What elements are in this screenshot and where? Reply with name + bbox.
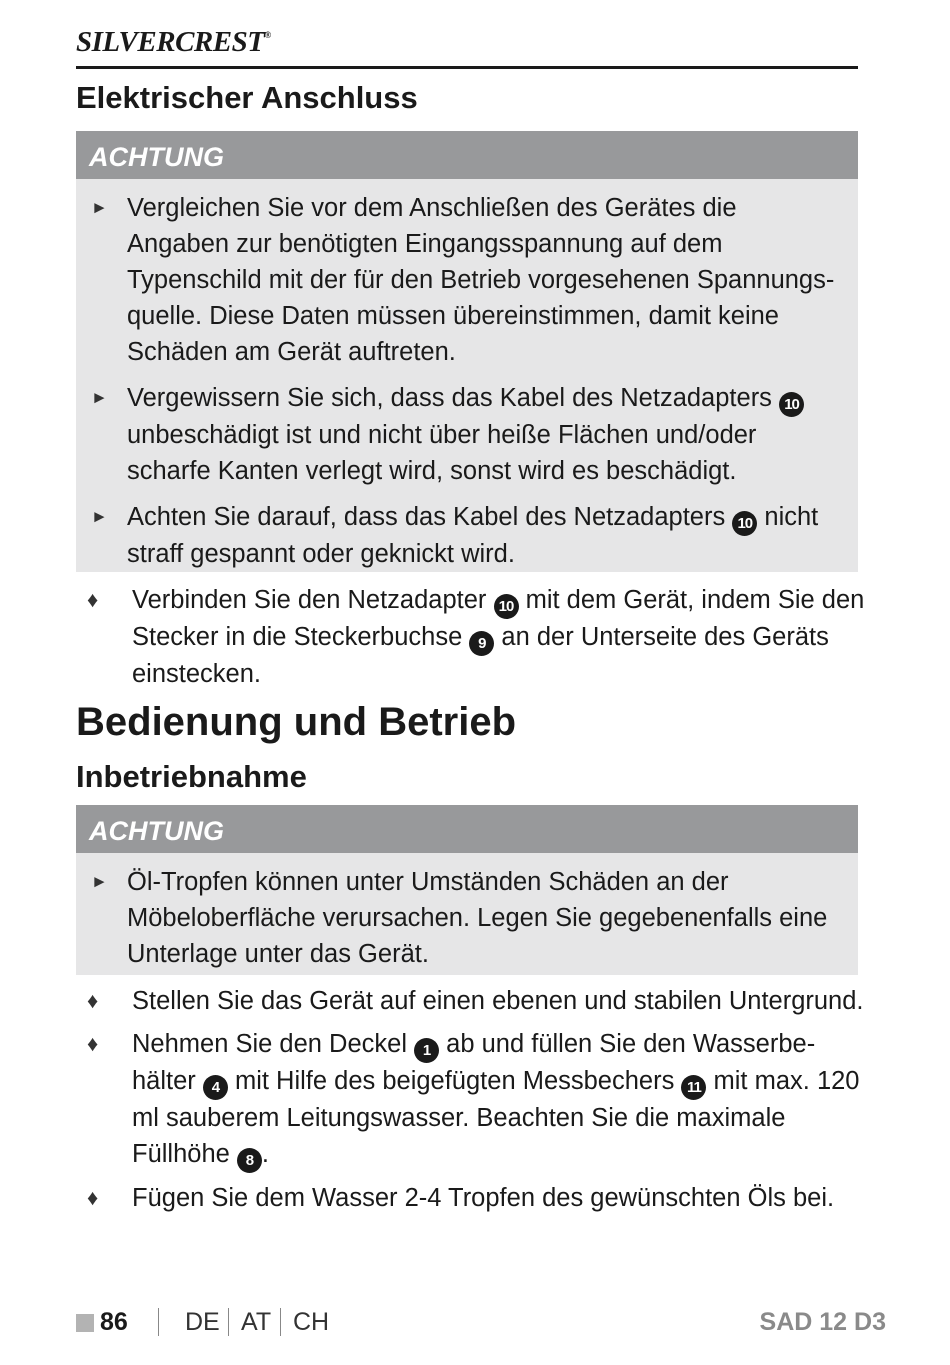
warning-item: ► Vergleichen Sie vor dem Anschließen des Gerätes die Angaben zur benötigten Eingangsspannung auf dem Typenschild mit der für den Betrieb vorgesehenen Spannungs-quelle. Diese Daten müssen übereinstimmen, damit keine Schäden am Gerät auftreten. [76,190,858,370]
arrow-icon: ► [91,388,108,407]
footer-divider [228,1308,229,1336]
arrow-icon: ► [91,872,108,891]
page-marker-icon [76,1314,94,1332]
part-number-badge: 4 [203,1075,228,1100]
diamond-bullet-icon: ♦ [87,988,99,1013]
arrow-icon: ► [91,507,108,526]
model-number: SAD 12 D3 [759,1308,886,1336]
diamond-bullet-icon: ♦ [87,1031,99,1056]
diamond-bullet-icon: ♦ [87,1185,99,1210]
warning-box-inbetriebnahme [76,805,858,975]
diamond-bullet-icon: ♦ [87,587,99,612]
warning-item: ► Achten Sie darauf, dass das Kabel des Netzadapters 10 nicht straff gespannt oder geknickt wird. [76,499,858,572]
section-title-inbetriebnahme: Inbetriebnahme [76,759,307,794]
warning-label: ACHTUNG [76,805,858,853]
part-number-badge: 9 [469,631,494,656]
lang-de: DE [185,1308,220,1336]
brand-logo: SILVERCREST® [76,26,271,58]
part-number-badge: 8 [237,1148,262,1173]
warning-item: ► Vergewissern Sie sich, dass das Kabel des Netzadapters 10 unbeschädigt ist und nicht über heiße Flächen und/oder scharfe Kanten verlegt wird, sonst wird es beschädigt. [76,380,858,489]
footer-divider [280,1308,281,1336]
step-list-inbetriebnahme [76,983,866,1216]
part-number-badge: 10 [732,511,757,536]
step-item: ♦ Verbinden Sie den Netzadapter 10 mit dem Gerät, indem Sie den Stecker in die Steckerbuchse 9 an der Unterseite des Geräts einstecken. [76,582,866,692]
chapter-title-bedienung: Bedienung und Betrieb [76,700,516,744]
part-number-badge: 11 [681,1075,706,1100]
warning-label: ACHTUNG [76,131,858,179]
header-rule [76,66,858,69]
lang-at: AT [241,1308,272,1336]
page-number: 86 [100,1308,128,1336]
section-title-elektrisch: Elektrischer Anschluss [76,80,418,115]
footer-divider [158,1308,159,1336]
lang-ch: CH [293,1308,330,1336]
step-item: ♦ Fügen Sie dem Wasser 2-4 Tropfen des gewünschten Öls bei. [76,1180,866,1216]
step-item: ♦ Stellen Sie das Gerät auf einen ebenen und stabilen Untergrund. [76,983,866,1019]
part-number-badge: 10 [494,594,519,619]
part-number-badge: 1 [414,1038,439,1063]
warning-item: ► Öl-Tropfen können unter Umständen Schäden an der Möbeloberfläche verursachen. Legen Sie gegebenenfalls eine Unterlage unter das Gerät. [76,864,858,972]
step-list-elektrisch [76,582,866,692]
part-number-badge: 10 [779,392,804,417]
arrow-icon: ► [91,198,108,217]
step-item: ♦ Nehmen Sie den Deckel 1 ab und füllen Sie den Wasserbe-hälter 4 mit Hilfe des beigefügten Messbechers 11 mit max. 120 ml sauberem Leitungswasser. Beachten Sie die maximale Füllhöhe 8 . [76,1026,866,1173]
warning-box-elektrisch [76,131,858,572]
page-footer [76,1306,886,1340]
